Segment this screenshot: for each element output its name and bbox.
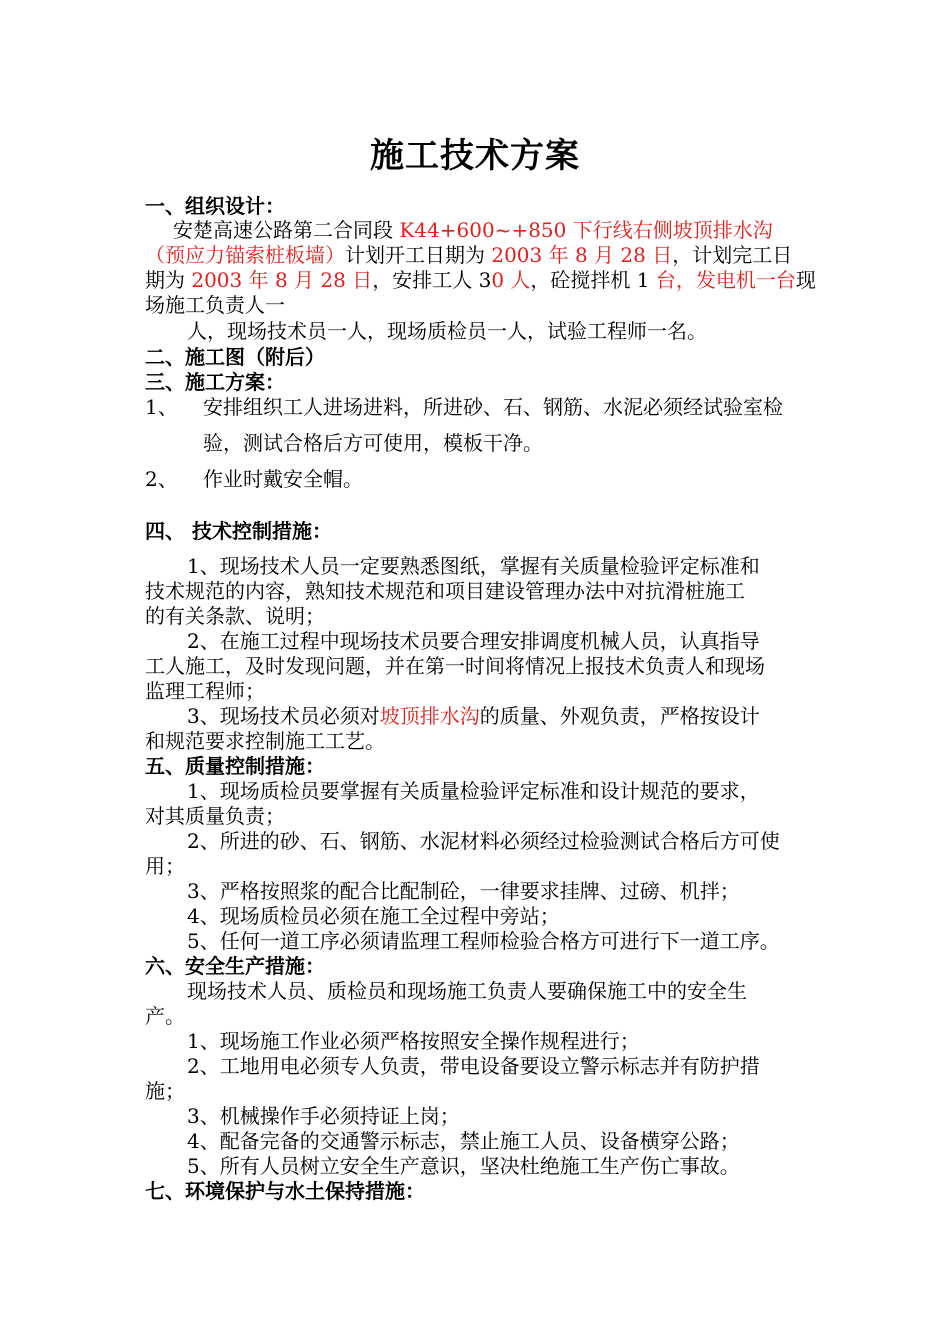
text-run: 计划开工日期为 — [345, 243, 492, 267]
highlight-run: 坡顶排水沟 — [379, 704, 480, 728]
text-run: 3、现场技术员必须对 — [187, 704, 380, 728]
highlight-run: K44+600~+850 下行线右侧坡顶排水沟 — [399, 218, 773, 242]
section-heading-safety: 六、安全生产措施： — [145, 954, 325, 978]
highlight-run: 台，发电机一台 — [655, 268, 796, 292]
paragraph-line: 4、现场质检员必须在施工全过程中旁站； — [187, 904, 560, 928]
run-line-3 — [145, 267, 816, 293]
paragraph-line: 1、现场质检员要掌握有关质量检验评定标准和设计规范的要求， — [187, 779, 760, 803]
section-heading-quality: 五、质量控制措施： — [145, 754, 325, 778]
page-title: 施工技术方案 — [370, 136, 580, 176]
paragraph-line: 监理工程师； — [145, 679, 265, 703]
paragraph-line: 的有关条款、说明； — [145, 604, 325, 628]
section-heading-plan: 三、施工方案： — [145, 370, 285, 394]
paragraph-line: 和规范要求控制施工工艺。 — [145, 729, 385, 753]
text-run: 安楚高速公路第二合同段 — [173, 218, 400, 242]
text-run: 现 — [795, 268, 816, 292]
paragraph-line: 施； — [145, 1079, 185, 1103]
text-run: ，砼搅拌机 1 — [530, 268, 656, 292]
paragraph-line: 场施工负责人一 — [145, 293, 285, 317]
section-heading-drawings: 二、施工图（附后） — [145, 345, 325, 369]
text-run: ，安排工人 3 — [372, 268, 492, 292]
list-number: 2、 — [145, 467, 178, 491]
paragraph-line: 3、严格按照浆的配合比配制砼，一律要求挂牌、过磅、机拌； — [187, 879, 740, 903]
paragraph-line: 产。 — [145, 1004, 185, 1028]
run-line-1 — [173, 217, 773, 243]
paragraph-line: 1、现场技术人员一定要熟悉图纸，掌握有关质量检验评定标准和 — [187, 554, 760, 578]
paragraph-line: 1、现场施工作业必须严格按照安全操作规程进行； — [187, 1029, 640, 1053]
paragraph-line: 2、工地用电必须专人负责，带电设备要设立警示标志并有防护措 — [187, 1054, 760, 1078]
section-heading-technical: 四、 技术控制措施： — [145, 519, 332, 543]
highlight-run: 2003 年 8 月 28 日 — [491, 243, 673, 267]
paragraph-line: 3、机械操作手必须持证上岗； — [187, 1104, 460, 1128]
paragraph-line: 5、任何一道工序必须请监理工程师检验合格方可进行下一道工序。 — [187, 929, 780, 953]
section-heading-environment: 七、环境保护与水土保持措施： — [145, 1179, 425, 1203]
paragraph-line: 5、所有人员树立安全生产意识，坚决杜绝施工生产伤亡事故。 — [187, 1154, 740, 1178]
paragraph-line: 人，现场技术员一人，现场质检员一人，试验工程师一名。 — [187, 319, 707, 343]
paragraph-line: 技术规范的内容，熟知技术规范和项目建设管理办法中对抗滑桩施工 — [145, 579, 745, 603]
paragraph-line: 工人施工，及时发现问题，并在第一时间将情况上报技术负责人和现场 — [145, 654, 765, 678]
highlight-run: 0 人 — [491, 268, 531, 292]
run-line-2 — [145, 242, 792, 268]
paragraph-line: 2、在施工过程中现场技术员要合理安排调度机械人员，认真指导 — [187, 629, 760, 653]
highlight-run: 2003 年 8 月 28 日 — [191, 268, 373, 292]
list-item-text: 安排组织工人进场进料，所进砂、石、钢筋、水泥必须经试验室检 — [203, 395, 783, 419]
text-run: 期为 — [145, 268, 192, 292]
list-number: 1、 — [145, 395, 178, 419]
paragraph-line: 2、所进的砂、石、钢筋、水泥材料必须经过检验测试合格后方可使 — [187, 829, 780, 853]
text-run: ，计划完工日 — [672, 243, 793, 267]
paragraph-line: 现场技术人员、质检员和现场施工负责人要确保施工中的安全生 — [187, 979, 747, 1003]
text-run: 的质量、外观负责，严格按设计 — [479, 704, 760, 728]
section-heading-organization: 一、组织设计： — [145, 194, 285, 218]
list-item-text: 验，测试合格后方可使用，模板干净。 — [203, 431, 543, 455]
paragraph-line: 4、配备完备的交通警示标志，禁止施工人员、设备横穿公路； — [187, 1129, 740, 1153]
list-item-text: 作业时戴安全帽。 — [203, 467, 363, 491]
paragraph-line: 对其质量负责； — [145, 804, 285, 828]
paragraph-line: 用； — [145, 854, 185, 878]
highlight-run: （预应力锚索桩板墙） — [145, 243, 345, 267]
paragraph-line — [187, 703, 760, 729]
